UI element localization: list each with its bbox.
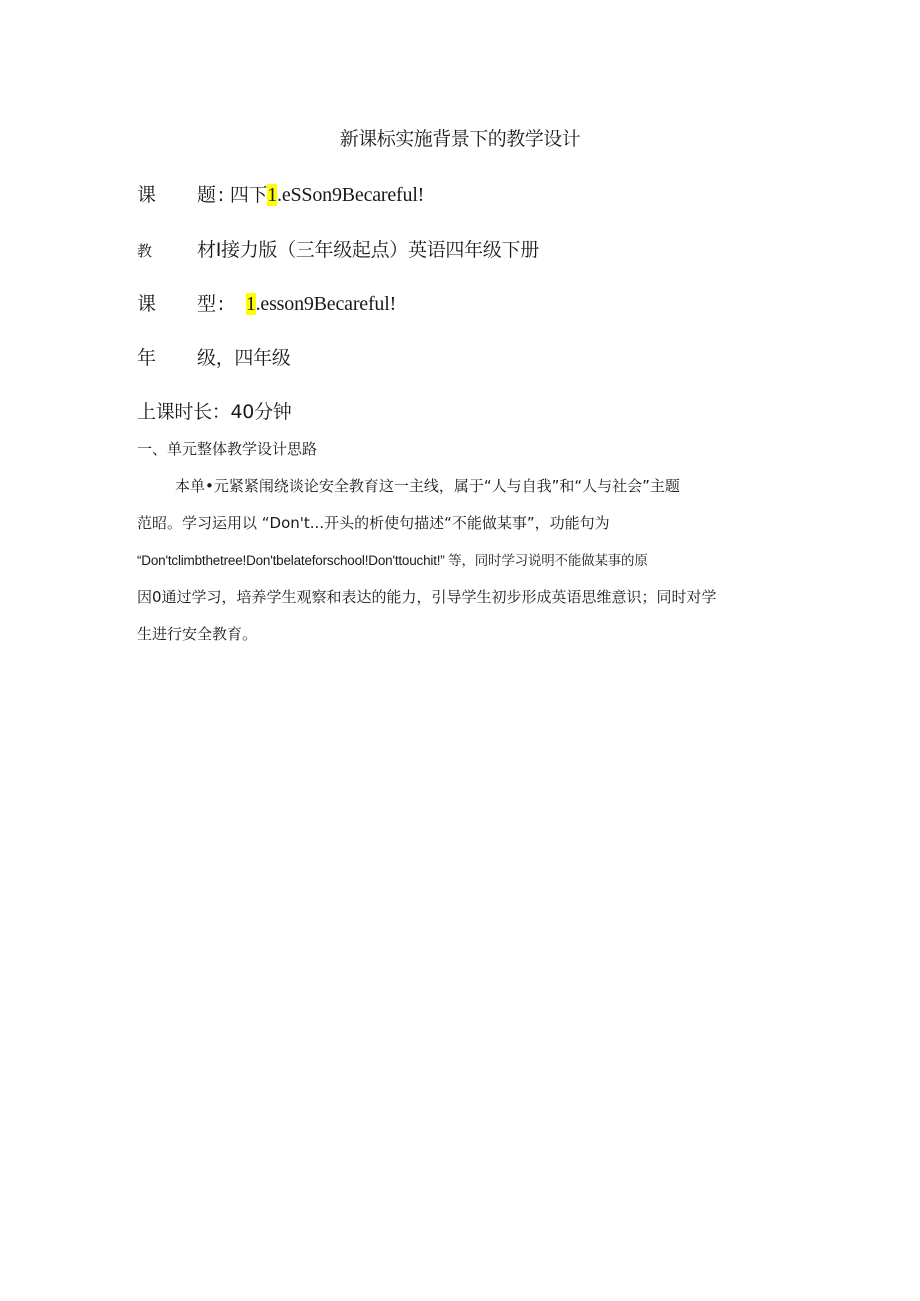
- grade-value: 级，四年级: [197, 347, 291, 369]
- paragraph-line: 因0通过学习，培养学生观察和表达的能力，引导学生初步形成英语思维意识；同时对学: [137, 588, 717, 606]
- lesson-type-label-char1: 课: [137, 293, 156, 315]
- topic-rest: .eSSon9Becareful!: [277, 184, 425, 206]
- paragraph-line: 范昭。学习运用以 “Don't...开头的析使句描述“不能做某事”，功能句为: [137, 514, 610, 532]
- textbook-value: 材I接力版（三年级起点）英语四年级下册: [197, 239, 539, 261]
- topic-colon: :: [217, 184, 224, 206]
- field-topic: [137, 180, 424, 207]
- lesson-type-rest: .esson9Becareful!: [255, 293, 397, 315]
- paragraph-line: “Don'tclimbthetree!Don'tbelateforschool!Don'ttouchit!” 等，同时学习说明不能做某事的原: [137, 553, 648, 568]
- topic-highlight: 1: [267, 184, 278, 206]
- field-grade: [137, 343, 291, 370]
- lesson-type-label-char2: 型: [197, 293, 216, 315]
- paragraph-line: 生进行安全教育。: [137, 625, 258, 643]
- field-duration: 上课时长：40分钟: [137, 401, 292, 423]
- topic-label-char1: 课: [137, 184, 156, 206]
- paragraph-line: 本单•元紧紧闱绕谈论安全教育这一主线，属于“人与自我”和“人与社会”主题: [175, 477, 680, 495]
- field-lesson-type: [137, 289, 396, 316]
- textbook-label-char1: 教: [137, 242, 152, 260]
- topic-label-char2: 题: [197, 184, 216, 206]
- section-paragraph: [137, 468, 789, 653]
- lesson-type-highlight: 1: [245, 293, 256, 315]
- field-textbook: [137, 235, 539, 262]
- page-title: 新课标实施背景下的教学设计: [339, 128, 581, 150]
- section-heading: 一、单元整体教学设计思路: [137, 440, 318, 458]
- lesson-type-colon: :: [217, 293, 224, 315]
- grade-label-char1: 年: [137, 347, 156, 369]
- topic-prefix: 四下: [229, 184, 268, 206]
